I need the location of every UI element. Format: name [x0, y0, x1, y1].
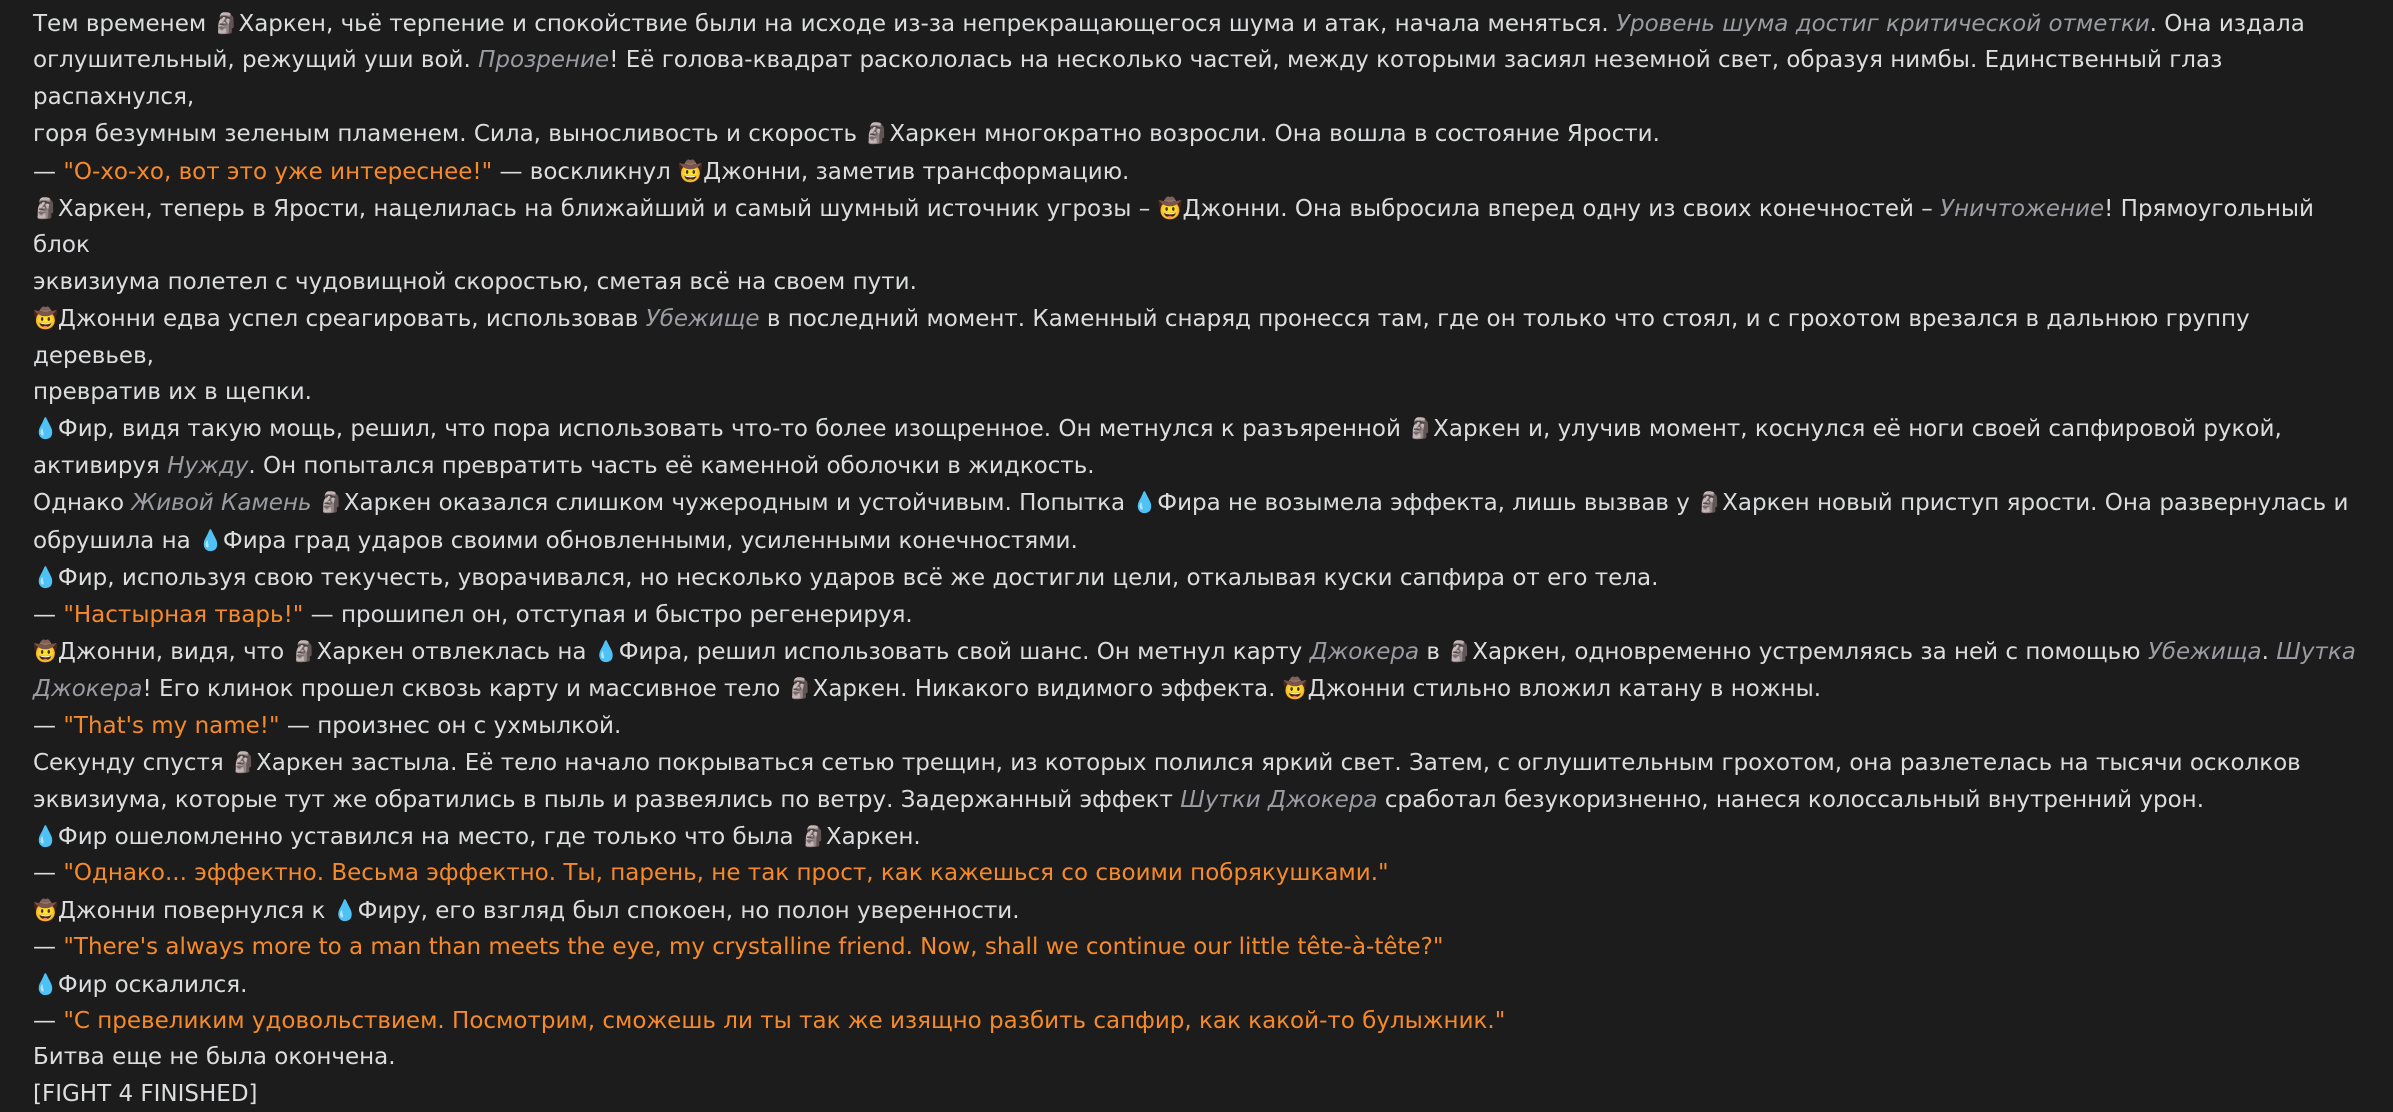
narration-text: сработал безукоризненно, нанеся колоссальный внутренний урон. [1377, 786, 2205, 813]
moai-icon: 🗿 [800, 823, 826, 848]
narration-text: Тем временем [33, 11, 214, 37]
moai-icon: 🗿 [1447, 638, 1473, 663]
droplet-icon: 💧 [33, 823, 58, 848]
text-line [33, 410, 2363, 447]
dialogue-quote: "Настырная тварь!" [63, 601, 304, 628]
narration-text: — [33, 712, 64, 739]
ability-name: Прозрение [478, 47, 610, 74]
narration-text: Харкен и, улучив момент, коснулся её ноги своей сапфировой рукой, [1433, 416, 2282, 443]
narration-text: ! Прямоугольный блок [33, 196, 2322, 259]
text-line [33, 597, 2363, 633]
text-line [33, 484, 2363, 521]
narration-text: эквизиума, которые тут же обратились в пыль и развеялись по ветру. Задержанный эффект [33, 786, 1181, 813]
narration-text: Фир ошеломленно уставился на место, где только что была [57, 823, 801, 850]
narration-text: . [2261, 638, 2277, 665]
narration-text: [FIGHT 4 FINISHED] [33, 1080, 258, 1107]
narration-text: Харкен. [825, 823, 921, 850]
narration-text: — [33, 860, 64, 887]
text-line [33, 153, 2363, 190]
text-line [33, 42, 2363, 115]
text-line [33, 1003, 2363, 1039]
narration-text: Харкен многократно возросли. Она вошла в состояние Ярости. [889, 121, 1660, 148]
narration-text: Фир оскалился. [57, 971, 248, 998]
moai-icon: 🗿 [864, 121, 890, 146]
narration-text: эквизиума полетел с чудовищной скоростью, сметая всё на своем пути. [33, 268, 917, 295]
cowboy-icon: 🤠 [33, 897, 58, 922]
moai-icon: 🗿 [213, 11, 239, 35]
text-line [33, 782, 2363, 818]
narration-text: активируя [33, 452, 168, 479]
story-text [33, 5, 2363, 1112]
text-line [33, 1039, 2363, 1075]
text-line [33, 929, 2363, 965]
text-line [33, 115, 2363, 152]
narration-text: в [1419, 638, 1448, 665]
narration-text: — произнес он с ухмылкой. [279, 712, 622, 739]
text-line [33, 374, 2363, 410]
narration-text: — [33, 1007, 64, 1034]
narration-text: Харкен застыла. Её тело начало покрываться сетью трещин, из которых полился яркий свет. Затем, с оглушительным грохотом, она разлетелась на тысячи осколков [255, 750, 2301, 777]
narration-text: в последний момент. Каменный снаряд пронесся там, где он только что стоял, и с грохотом врезался в дальнюю группу деревьев, [33, 306, 2257, 369]
narration-text: Фиру, его взгляд был спокоен, но полон уверенности. [357, 897, 1020, 924]
cowboy-icon: 🤠 [1282, 676, 1308, 701]
text-line [33, 300, 2363, 374]
narration-text: оглушительный, режущий уши вой. [33, 47, 479, 74]
narration-text: Секунду спустя [33, 750, 232, 777]
text-line [33, 448, 2363, 484]
narration-text: . Она издала [2149, 11, 2305, 37]
ability-name: Убежище [645, 306, 760, 333]
droplet-icon: 💧 [593, 638, 619, 663]
text-line [33, 264, 2363, 300]
text-line [33, 190, 2363, 264]
narration-text: Джонни стильно вложил катану в ножны. [1307, 676, 1822, 703]
text-line [33, 522, 2363, 559]
narration-text: Харкен, чьё терпение и спокойствие были на исходе из-за непрекращающегося шума и атак, начала меняться. [238, 11, 1616, 37]
ability-name: Живой Камень [131, 490, 312, 517]
text-line [33, 855, 2363, 891]
narration-text: — [33, 158, 64, 185]
dialogue-quote: "Однако... эффектно. Весьма эффектно. Ты, парень, не так прост, как кажешься со своими побрякушками." [63, 860, 1389, 887]
cowboy-icon: 🤠 [33, 638, 58, 663]
narration-text: Харкен отвлеклась на [316, 638, 594, 665]
ability-name: Убежища [2147, 638, 2262, 665]
narration-text: Джонни едва успел среагировать, использовав [57, 306, 646, 333]
text-line [33, 818, 2363, 855]
dialogue-quote: "That's my name!" [63, 712, 280, 739]
narration-text: Джонни повернулся к [57, 897, 333, 924]
narration-text: Джонни. Она выбросила вперед одну из своих конечностей – [1182, 196, 1941, 223]
droplet-icon: 💧 [33, 416, 58, 441]
narration-text: Фир, видя такую мощь, решил, что пора использовать что-то более изощренное. Он метнулся к разъяренной [57, 416, 1409, 443]
narration-text: Фира, решил использовать свой шанс. Он метнул карту [618, 638, 1310, 665]
narration-text: . Он попытался превратить часть её каменной оболочки в жидкость. [248, 452, 1095, 479]
narration-text: ! Её голова-квадрат раскололась на несколько частей, между которыми засиял неземной свет, образуя нимбы. Единственный глаз распахнулся, [33, 47, 2230, 110]
ability-name: Уровень шума достиг критической отметки [1615, 11, 2150, 37]
droplet-icon: 💧 [33, 971, 58, 996]
narration-text: Харкен, теперь в Ярости, нацелилась на ближайший и самый шумный источник угрозы – [57, 196, 1158, 223]
ability-name: Уничтожение [1940, 196, 2105, 223]
narration-text: Битва еще не была окончена. [33, 1044, 396, 1071]
cowboy-icon: 🤠 [678, 158, 704, 183]
moai-icon: 🗿 [291, 638, 317, 663]
narration-text: Харкен оказался слишком чужеродным и устойчивым. Попытка [343, 490, 1133, 517]
droplet-icon: 💧 [198, 527, 223, 552]
text-line [33, 5, 2363, 42]
droplet-icon: 💧 [332, 897, 358, 922]
droplet-icon: 💧 [1132, 490, 1158, 515]
narration-text: Джонни, заметив трансформацию. [703, 158, 1130, 185]
text-line [33, 892, 2363, 929]
narration-text: Харкен новый приступ ярости. Она развернулась и [1722, 490, 2349, 517]
text-line [33, 670, 2363, 707]
narration-text: — [33, 934, 64, 961]
narration-text: превратив их в щепки. [33, 379, 312, 406]
narration-text: — [33, 601, 64, 628]
moai-icon: 🗿 [231, 750, 256, 775]
text-line [33, 708, 2363, 744]
text-line [33, 966, 2363, 1003]
text-line [33, 1076, 2363, 1112]
droplet-icon: 💧 [33, 565, 58, 590]
dialogue-quote: "О-хо-хо, вот это уже интереснее!" [63, 158, 493, 185]
ability-name: Джокера [33, 676, 143, 703]
narration-text: горя безумным зеленым пламенем. Сила, выносливость и скорость [33, 121, 865, 148]
moai-icon: 🗿 [787, 676, 813, 701]
moai-icon: 🗿 [318, 490, 344, 515]
narration-text: Однако [33, 490, 132, 517]
ability-name: Шутка [2276, 638, 2356, 665]
moai-icon: 🗿 [1408, 416, 1434, 441]
ability-name: Нужду [167, 452, 249, 479]
narration-text: Джонни, видя, что [57, 638, 292, 665]
moai-icon: 🗿 [1697, 490, 1723, 515]
narration-text: Харкен. Никакого видимого эффекта. [812, 676, 1283, 703]
text-line [33, 559, 2363, 596]
narration-text: обрушила на [33, 527, 199, 554]
narration-text: — прошипел он, отступая и быстро регенерируя. [303, 601, 913, 628]
dialogue-quote: "С превеликим удовольствием. Посмотрим, сможешь ли ты так же изящно разбить сапфир, как какой-то булыжник." [63, 1007, 1506, 1034]
narration-text: Фир, используя свою текучесть, уворачивался, но несколько ударов всё же достигли цели, откалывая куски сапфира от его тела. [57, 565, 1659, 592]
narration-text: ! Его клинок прошел сквозь карту и массивное тело [142, 676, 788, 703]
text-line [33, 633, 2363, 670]
ability-name: Шутки Джокера [1180, 786, 1378, 813]
moai-icon: 🗿 [33, 196, 58, 221]
narration-text: Фира град ударов своими обновленными, усиленными конечностями. [222, 527, 1078, 554]
cowboy-icon: 🤠 [1157, 196, 1183, 221]
narration-text [312, 490, 319, 516]
narration-text: — воскликнул [492, 158, 679, 185]
narration-text: Харкен, одновременно устремляясь за ней с помощью [1472, 638, 2148, 665]
cowboy-icon: 🤠 [33, 306, 58, 331]
narration-text: Фира не возымела эффекта, лишь вызвав у [1157, 490, 1698, 517]
text-line [33, 744, 2363, 781]
ability-name: Джокера [1309, 638, 1420, 665]
dialogue-quote: "There's always more to a man than meets the eye, my crystalline friend. Now, shall we continue our little tête-à-tête?" [63, 934, 1444, 961]
